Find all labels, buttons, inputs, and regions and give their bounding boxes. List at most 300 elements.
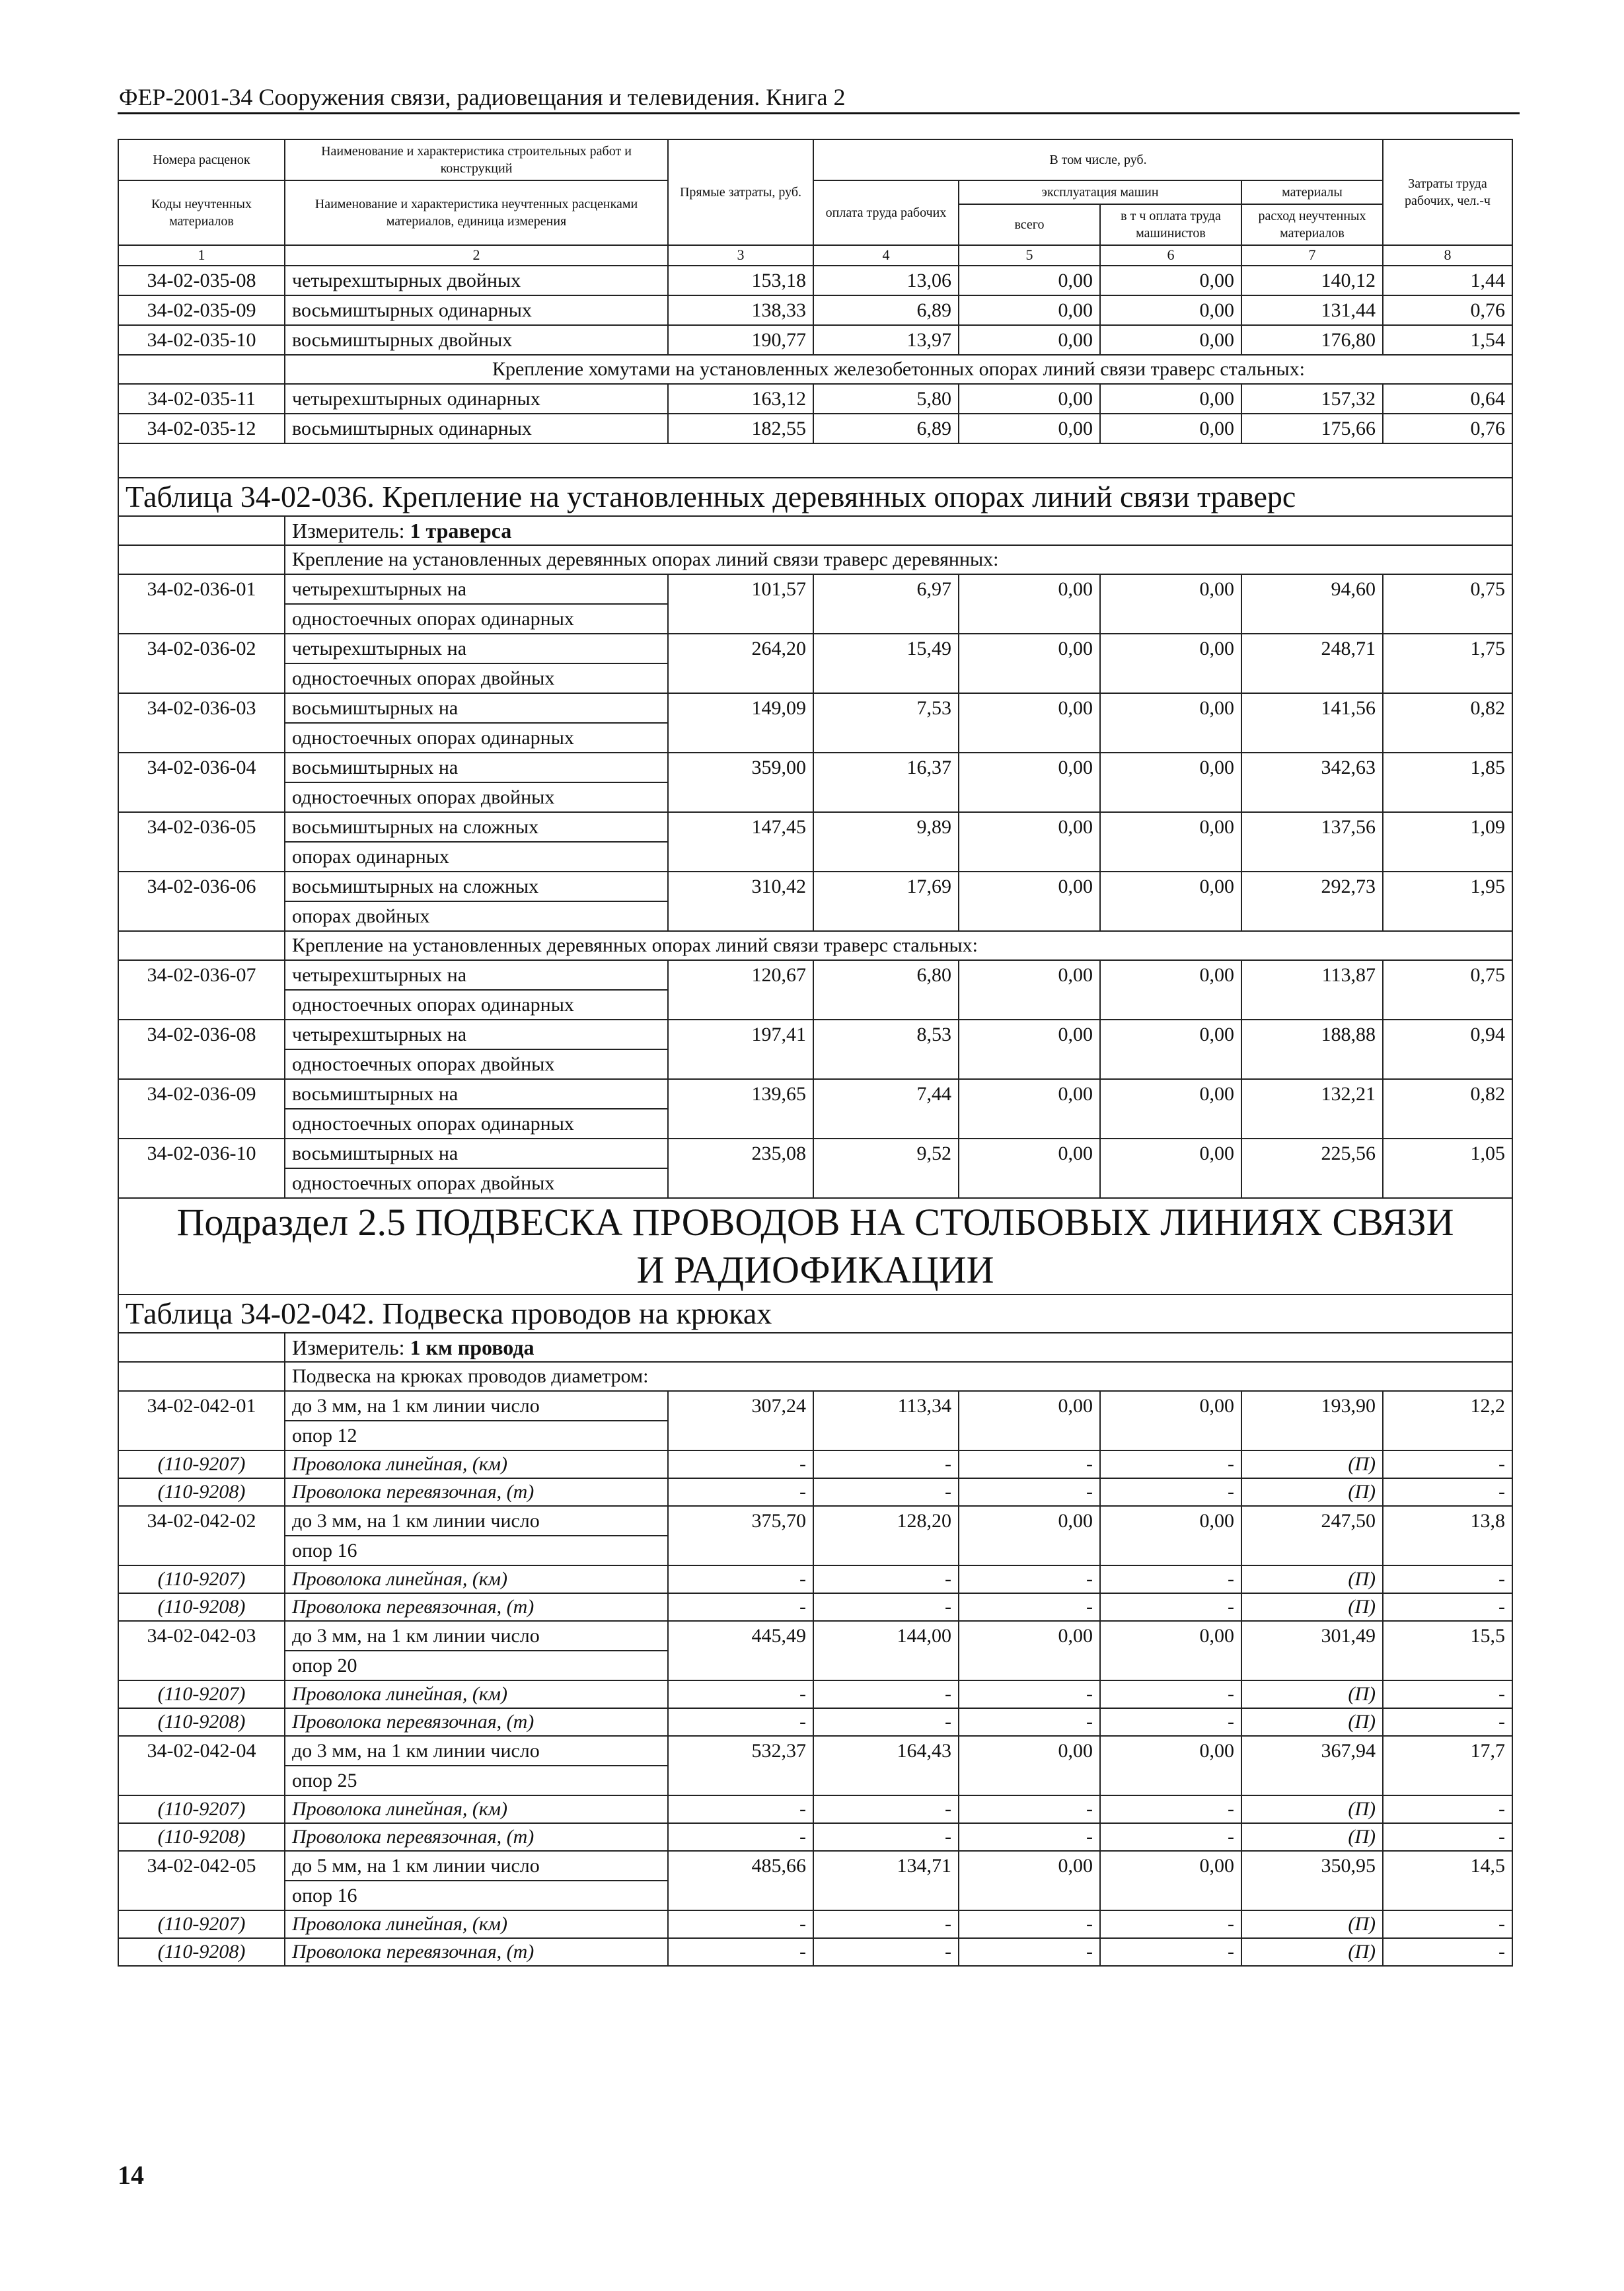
table-row	[118, 1391, 1512, 1421]
section-heading: Крепление на установленных деревянных опорах линий связи траверс стальных:	[285, 931, 1512, 960]
empty-cell	[118, 355, 285, 384]
materials-cell: 248,71	[1241, 634, 1383, 693]
work-name: восьмиштырных на	[285, 693, 668, 723]
materials-cell: 140,12	[1241, 266, 1383, 295]
work-name-continuation: одностоечных опорах одинарных	[285, 1109, 668, 1139]
subsection-title-line1: Подраздел 2.5 ПОДВЕСКА ПРОВОДОВ НА СТОЛБОВЫХ ЛИНИЯХ СВЯЗИ	[176, 1200, 1454, 1244]
labor-cell: 0,76	[1383, 414, 1512, 443]
labor-cell: 0,75	[1383, 960, 1512, 1020]
materials-cell: 141,56	[1241, 693, 1383, 753]
labor-cell: 0,82	[1383, 1079, 1512, 1139]
table-036-title	[118, 478, 1512, 516]
machinist-wages-cell: -	[1100, 1708, 1241, 1736]
rate-code: 34-02-036-08	[118, 1020, 285, 1079]
work-name-continuation: опорах одинарных	[285, 842, 668, 872]
materials-cell: 94,60	[1241, 574, 1383, 634]
worker-wages-cell: -	[813, 1910, 959, 1938]
labor-cell: -	[1383, 1938, 1512, 1966]
material-row	[118, 1938, 1512, 1966]
machines-total-cell: -	[959, 1565, 1100, 1593]
material-name: Проволока перевязочная, (т)	[285, 1823, 668, 1851]
direct-costs-cell: 139,65	[668, 1079, 813, 1139]
work-name: четырехштырных на	[285, 574, 668, 604]
machines-total-cell: -	[959, 1795, 1100, 1823]
machines-total-cell: 0,00	[959, 812, 1100, 872]
labor-cell: -	[1383, 1680, 1512, 1708]
machinist-wages-cell: 0,00	[1100, 753, 1241, 812]
rate-code: 34-02-036-04	[118, 753, 285, 812]
material-name: Проволока перевязочная, (т)	[285, 1593, 668, 1621]
machines-total-cell: 0,00	[959, 414, 1100, 443]
rate-code: 34-02-036-10	[118, 1139, 285, 1198]
worker-wages-cell: -	[813, 1938, 959, 1966]
machines-total-cell: -	[959, 1823, 1100, 1851]
empty-cell	[118, 1333, 285, 1362]
section-heading: Крепление на установленных деревянных опорах линий связи траверс деревянных:	[285, 545, 1512, 574]
machines-total-cell: 0,00	[959, 295, 1100, 325]
work-name-continuation: опор 16	[285, 1536, 668, 1565]
machinist-wages-cell: 0,00	[1100, 960, 1241, 1020]
material-row	[118, 1478, 1512, 1506]
measure-value: 1 км провода	[410, 1335, 535, 1359]
direct-costs-cell: 138,33	[668, 295, 813, 325]
materials-cell: 132,21	[1241, 1079, 1383, 1139]
labor-cell: -	[1383, 1708, 1512, 1736]
work-name: восьмиштырных одинарных	[285, 295, 668, 325]
machines-total-cell: 0,00	[959, 872, 1100, 931]
worker-wages-cell: -	[813, 1708, 959, 1736]
work-name: до 3 мм, на 1 км линии число	[285, 1391, 668, 1421]
material-code: (110-9208)	[118, 1823, 285, 1851]
machines-total-cell: 0,00	[959, 266, 1100, 295]
machines-total-cell: -	[959, 1910, 1100, 1938]
rate-code: 34-02-036-06	[118, 872, 285, 931]
material-code: (110-9207)	[118, 1910, 285, 1938]
machines-total-cell: -	[959, 1708, 1100, 1736]
table-row	[118, 753, 1512, 782]
rates-table	[118, 139, 1513, 1967]
direct-costs-cell: -	[668, 1795, 813, 1823]
machinist-wages-cell: 0,00	[1100, 872, 1241, 931]
machines-total-cell: -	[959, 1680, 1100, 1708]
machinist-wages-cell: 0,00	[1100, 634, 1241, 693]
table-row	[118, 812, 1512, 842]
materials-cell: (П)	[1241, 1708, 1383, 1736]
worker-wages-cell: 16,37	[813, 753, 959, 812]
machines-total-cell: 0,00	[959, 1621, 1100, 1680]
worker-wages-cell: 5,80	[813, 384, 959, 414]
material-code: (110-9207)	[118, 1565, 285, 1593]
machinist-wages-cell: 0,00	[1100, 1506, 1241, 1565]
materials-cell: 225,56	[1241, 1139, 1383, 1198]
material-name: Проволока линейная, (км)	[285, 1910, 668, 1938]
table-036-title-text: Таблица 34-02-036. Крепление на установленных деревянных опорах линий связи траверс	[118, 478, 1512, 516]
worker-wages-cell: -	[813, 1450, 959, 1478]
table-row	[118, 872, 1512, 901]
labor-cell: 13,8	[1383, 1506, 1512, 1565]
column-number: 2	[285, 245, 668, 266]
direct-costs-cell: -	[668, 1565, 813, 1593]
spacer-cell	[118, 443, 1512, 478]
header-worker-wages: оплата труда рабочих	[813, 180, 959, 245]
work-name: восьмиштырных на	[285, 753, 668, 782]
direct-costs-cell: 445,49	[668, 1621, 813, 1680]
empty-cell	[118, 1362, 285, 1391]
measure	[285, 516, 1512, 545]
work-name-continuation: одностоечных опорах двойных	[285, 1168, 668, 1198]
table-row	[118, 1139, 1512, 1168]
labor-cell: 17,7	[1383, 1736, 1512, 1795]
table-row	[118, 1020, 1512, 1049]
measure-label: Измеритель:	[292, 1335, 405, 1359]
labor-cell: 1,44	[1383, 266, 1512, 295]
machinist-wages-cell: 0,00	[1100, 1621, 1241, 1680]
direct-costs-cell: 182,55	[668, 414, 813, 443]
table-042-title	[118, 1295, 1512, 1333]
work-name: восьмиштырных двойных	[285, 325, 668, 355]
material-row	[118, 1708, 1512, 1736]
machines-total-cell: 0,00	[959, 634, 1100, 693]
work-name: восьмиштырных на сложных	[285, 872, 668, 901]
material-row	[118, 1795, 1512, 1823]
rate-code: 34-02-036-03	[118, 693, 285, 753]
work-name: четырехштырных одинарных	[285, 384, 668, 414]
column-number: 4	[813, 245, 959, 266]
direct-costs-cell: -	[668, 1450, 813, 1478]
machinist-wages-cell: 0,00	[1100, 266, 1241, 295]
materials-cell: 247,50	[1241, 1506, 1383, 1565]
table-row	[118, 325, 1512, 355]
column-numbers-row	[118, 245, 1512, 266]
labor-cell: 0,82	[1383, 693, 1512, 753]
material-row	[118, 1680, 1512, 1708]
header-material-names: Наименование и характеристика неучтенных расценками материалов, единица измерения	[285, 180, 668, 245]
machines-total-cell: 0,00	[959, 1139, 1100, 1198]
labor-cell: 0,76	[1383, 295, 1512, 325]
direct-costs-cell: 375,70	[668, 1506, 813, 1565]
material-code: (110-9207)	[118, 1450, 285, 1478]
machines-total-cell: -	[959, 1450, 1100, 1478]
measure	[285, 1333, 1512, 1362]
machinist-wages-cell: 0,00	[1100, 414, 1241, 443]
column-number: 7	[1241, 245, 1383, 266]
header-unaccounted-materials: расход неучтенных материалов	[1241, 204, 1383, 245]
measure-value: 1 траверса	[410, 518, 512, 543]
direct-costs-cell: 532,37	[668, 1736, 813, 1795]
direct-costs-cell: -	[668, 1910, 813, 1938]
section-heading: Крепление хомутами на установленных железобетонных опорах линий связи траверс стальных:	[285, 355, 1512, 384]
direct-costs-cell: 197,41	[668, 1020, 813, 1079]
rate-code: 34-02-035-11	[118, 384, 285, 414]
table-header	[118, 139, 1512, 266]
subsection-title-cell	[118, 1198, 1512, 1295]
column-number: 1	[118, 245, 285, 266]
worker-wages-cell: 9,52	[813, 1139, 959, 1198]
material-row	[118, 1823, 1512, 1851]
rate-code: 34-02-042-01	[118, 1391, 285, 1450]
labor-cell: -	[1383, 1910, 1512, 1938]
table-row	[118, 266, 1512, 295]
direct-costs-cell: 120,67	[668, 960, 813, 1020]
machinist-wages-cell: -	[1100, 1795, 1241, 1823]
direct-costs-cell: 153,18	[668, 266, 813, 295]
direct-costs-cell: -	[668, 1823, 813, 1851]
machinist-wages-cell: 0,00	[1100, 574, 1241, 634]
labor-cell: 1,85	[1383, 753, 1512, 812]
labor-cell: 1,54	[1383, 325, 1512, 355]
machines-total-cell: 0,00	[959, 1391, 1100, 1450]
subsection-title-line2: И РАДИОФИКАЦИИ	[636, 1248, 994, 1291]
machinist-wages-cell: 0,00	[1100, 1851, 1241, 1910]
worker-wages-cell: -	[813, 1680, 959, 1708]
material-code: (110-9208)	[118, 1593, 285, 1621]
labor-cell: 1,05	[1383, 1139, 1512, 1198]
material-code: (110-9208)	[118, 1478, 285, 1506]
rate-code: 34-02-036-07	[118, 960, 285, 1020]
labor-cell: 14,5	[1383, 1851, 1512, 1910]
table-row	[118, 414, 1512, 443]
worker-wages-cell: 113,34	[813, 1391, 959, 1450]
rate-code: 34-02-036-01	[118, 574, 285, 634]
work-name-continuation: опор 12	[285, 1421, 668, 1450]
worker-wages-cell: 164,43	[813, 1736, 959, 1795]
material-name: Проволока перевязочная, (т)	[285, 1708, 668, 1736]
labor-cell: -	[1383, 1795, 1512, 1823]
rate-code: 34-02-035-08	[118, 266, 285, 295]
material-row	[118, 1450, 1512, 1478]
labor-cell: 15,5	[1383, 1621, 1512, 1680]
machinist-wages-cell: 0,00	[1100, 295, 1241, 325]
work-name: до 3 мм, на 1 км линии число	[285, 1506, 668, 1536]
header-work-name: Наименование и характеристика строительных работ и конструкций	[285, 139, 668, 180]
machinist-wages-cell: -	[1100, 1593, 1241, 1621]
work-name: четырехштырных на	[285, 1020, 668, 1049]
column-number: 3	[668, 245, 813, 266]
work-name-continuation: одностоечных опорах двойных	[285, 1049, 668, 1079]
work-name-continuation: одностоечных опорах двойных	[285, 782, 668, 812]
direct-costs-cell: 307,24	[668, 1391, 813, 1450]
material-code: (110-9207)	[118, 1680, 285, 1708]
materials-cell: 137,56	[1241, 812, 1383, 872]
direct-costs-cell: 310,42	[668, 872, 813, 931]
material-row	[118, 1565, 1512, 1593]
machinist-wages-cell: -	[1100, 1680, 1241, 1708]
header-rule	[118, 112, 1520, 114]
table-row	[118, 574, 1512, 604]
labor-cell: -	[1383, 1450, 1512, 1478]
work-name-continuation: опор 20	[285, 1651, 668, 1680]
rate-code: 34-02-042-03	[118, 1621, 285, 1680]
worker-wages-cell: 9,89	[813, 812, 959, 872]
direct-costs-cell: -	[668, 1593, 813, 1621]
materials-cell: (П)	[1241, 1565, 1383, 1593]
table-row	[118, 634, 1512, 663]
worker-wages-cell: 134,71	[813, 1851, 959, 1910]
rate-code: 34-02-035-09	[118, 295, 285, 325]
table-row	[118, 693, 1512, 723]
work-name-continuation: опорах двойных	[285, 901, 668, 931]
rate-code: 34-02-042-04	[118, 1736, 285, 1795]
page-number: 14	[118, 2160, 144, 2190]
machinist-wages-cell: -	[1100, 1450, 1241, 1478]
worker-wages-cell: 13,06	[813, 266, 959, 295]
work-name-continuation: одностоечных опорах двойных	[285, 663, 668, 693]
worker-wages-cell: 8,53	[813, 1020, 959, 1079]
machinist-wages-cell: 0,00	[1100, 1079, 1241, 1139]
measure-label: Измеритель:	[292, 518, 405, 543]
machinist-wages-cell: 0,00	[1100, 325, 1241, 355]
machines-total-cell: 0,00	[959, 753, 1100, 812]
column-number: 8	[1383, 245, 1512, 266]
labor-cell: -	[1383, 1478, 1512, 1506]
direct-costs-cell: 101,57	[668, 574, 813, 634]
material-row	[118, 1593, 1512, 1621]
work-name: восьмиштырных одинарных	[285, 414, 668, 443]
work-name: восьмиштырных на	[285, 1079, 668, 1109]
machines-total-cell: 0,00	[959, 574, 1100, 634]
material-row	[118, 1910, 1512, 1938]
table-row	[118, 1736, 1512, 1766]
materials-cell: (П)	[1241, 1593, 1383, 1621]
labor-cell: -	[1383, 1823, 1512, 1851]
materials-cell: (П)	[1241, 1478, 1383, 1506]
direct-costs-cell: 359,00	[668, 753, 813, 812]
machines-total-cell: 0,00	[959, 1079, 1100, 1139]
work-name: восьмиштырных на	[285, 1139, 668, 1168]
materials-cell: (П)	[1241, 1795, 1383, 1823]
header-rate-numbers: Номера расценок	[118, 139, 285, 180]
table-042-title-text: Таблица 34-02-042. Подвеска проводов на крюках	[118, 1295, 1512, 1333]
materials-cell: (П)	[1241, 1910, 1383, 1938]
worker-wages-cell: 15,49	[813, 634, 959, 693]
subsection-title	[118, 1198, 1512, 1295]
column-number: 6	[1100, 245, 1241, 266]
rate-code: 34-02-042-02	[118, 1506, 285, 1565]
material-code: (110-9208)	[118, 1938, 285, 1966]
materials-cell: 193,90	[1241, 1391, 1383, 1450]
materials-cell: 176,80	[1241, 325, 1383, 355]
materials-cell: 131,44	[1241, 295, 1383, 325]
work-name: восьмиштырных на сложных	[285, 812, 668, 842]
header-labor-costs: Затраты труда рабочих, чел.-ч	[1383, 139, 1512, 245]
measure-row	[118, 516, 1512, 545]
header-materials: материалы	[1241, 180, 1383, 204]
direct-costs-cell: -	[668, 1938, 813, 1966]
material-name: Проволока линейная, (км)	[285, 1565, 668, 1593]
worker-wages-cell: 144,00	[813, 1621, 959, 1680]
rate-code: 34-02-036-02	[118, 634, 285, 693]
materials-cell: 301,49	[1241, 1621, 1383, 1680]
header-machinist-wages: в т ч оплата труда машинистов	[1100, 204, 1241, 245]
header-material-codes: Коды неучтенных материалов	[118, 180, 285, 245]
table-body	[118, 266, 1512, 1966]
material-name: Проволока линейная, (км)	[285, 1680, 668, 1708]
materials-cell: (П)	[1241, 1938, 1383, 1966]
worker-wages-cell: 128,20	[813, 1506, 959, 1565]
machinist-wages-cell: 0,00	[1100, 1139, 1241, 1198]
machinist-wages-cell: 0,00	[1100, 812, 1241, 872]
worker-wages-cell: 6,89	[813, 295, 959, 325]
worker-wages-cell: 7,53	[813, 693, 959, 753]
machines-total-cell: 0,00	[959, 325, 1100, 355]
worker-wages-cell: -	[813, 1565, 959, 1593]
worker-wages-cell: -	[813, 1593, 959, 1621]
section-heading-row	[118, 355, 1512, 384]
machines-total-cell: 0,00	[959, 1736, 1100, 1795]
machinist-wages-cell: 0,00	[1100, 1391, 1241, 1450]
material-name: Проволока перевязочная, (т)	[285, 1938, 668, 1966]
machinist-wages-cell: -	[1100, 1910, 1241, 1938]
header-including: В том числе, руб.	[813, 139, 1383, 180]
material-name: Проволока линейная, (км)	[285, 1795, 668, 1823]
machinist-wages-cell: -	[1100, 1938, 1241, 1966]
work-name: четырехштырных на	[285, 960, 668, 990]
worker-wages-cell: 7,44	[813, 1079, 959, 1139]
machines-total-cell: 0,00	[959, 693, 1100, 753]
worker-wages-cell: 6,97	[813, 574, 959, 634]
labor-cell: 1,95	[1383, 872, 1512, 931]
work-name-continuation: одностоечных опорах одинарных	[285, 604, 668, 634]
rate-code: 34-02-036-09	[118, 1079, 285, 1139]
direct-costs-cell: -	[668, 1708, 813, 1736]
spacer-row	[118, 443, 1512, 478]
machinist-wages-cell: 0,00	[1100, 384, 1241, 414]
machines-total-cell: 0,00	[959, 960, 1100, 1020]
measure-row	[118, 1333, 1512, 1362]
section-heading: Подвеска на крюках проводов диаметром:	[285, 1362, 1512, 1391]
material-name: Проволока линейная, (км)	[285, 1450, 668, 1478]
materials-cell: 157,32	[1241, 384, 1383, 414]
machines-total-cell: 0,00	[959, 1506, 1100, 1565]
rate-code: 34-02-036-05	[118, 812, 285, 872]
machinist-wages-cell: 0,00	[1100, 693, 1241, 753]
header-machines: эксплуатация машин	[959, 180, 1241, 204]
work-name-continuation: опор 25	[285, 1766, 668, 1795]
machines-total-cell: -	[959, 1593, 1100, 1621]
work-name-continuation: одностоечных опорах одинарных	[285, 723, 668, 753]
direct-costs-cell: 485,66	[668, 1851, 813, 1910]
work-name-continuation: опор 16	[285, 1881, 668, 1910]
machines-total-cell: 0,00	[959, 384, 1100, 414]
empty-cell	[118, 545, 285, 574]
table-row	[118, 1506, 1512, 1536]
table-row	[118, 1621, 1512, 1651]
materials-cell: 175,66	[1241, 414, 1383, 443]
material-code: (110-9207)	[118, 1795, 285, 1823]
materials-cell: 350,95	[1241, 1851, 1383, 1910]
table-row	[118, 1851, 1512, 1881]
materials-cell: 367,94	[1241, 1736, 1383, 1795]
work-name-continuation: одностоечных опорах одинарных	[285, 990, 668, 1020]
table-row	[118, 384, 1512, 414]
materials-cell: 113,87	[1241, 960, 1383, 1020]
materials-cell: 188,88	[1241, 1020, 1383, 1079]
machines-total-cell: 0,00	[959, 1851, 1100, 1910]
section-heading-row	[118, 1362, 1512, 1391]
material-code: (110-9208)	[118, 1708, 285, 1736]
direct-costs-cell: 235,08	[668, 1139, 813, 1198]
direct-costs-cell: 190,77	[668, 325, 813, 355]
materials-cell: 342,63	[1241, 753, 1383, 812]
labor-cell: -	[1383, 1565, 1512, 1593]
labor-cell: 0,64	[1383, 384, 1512, 414]
machinist-wages-cell: -	[1100, 1823, 1241, 1851]
direct-costs-cell: 264,20	[668, 634, 813, 693]
labor-cell: 1,75	[1383, 634, 1512, 693]
section-heading-row	[118, 545, 1512, 574]
worker-wages-cell: -	[813, 1795, 959, 1823]
machinist-wages-cell: 0,00	[1100, 1736, 1241, 1795]
